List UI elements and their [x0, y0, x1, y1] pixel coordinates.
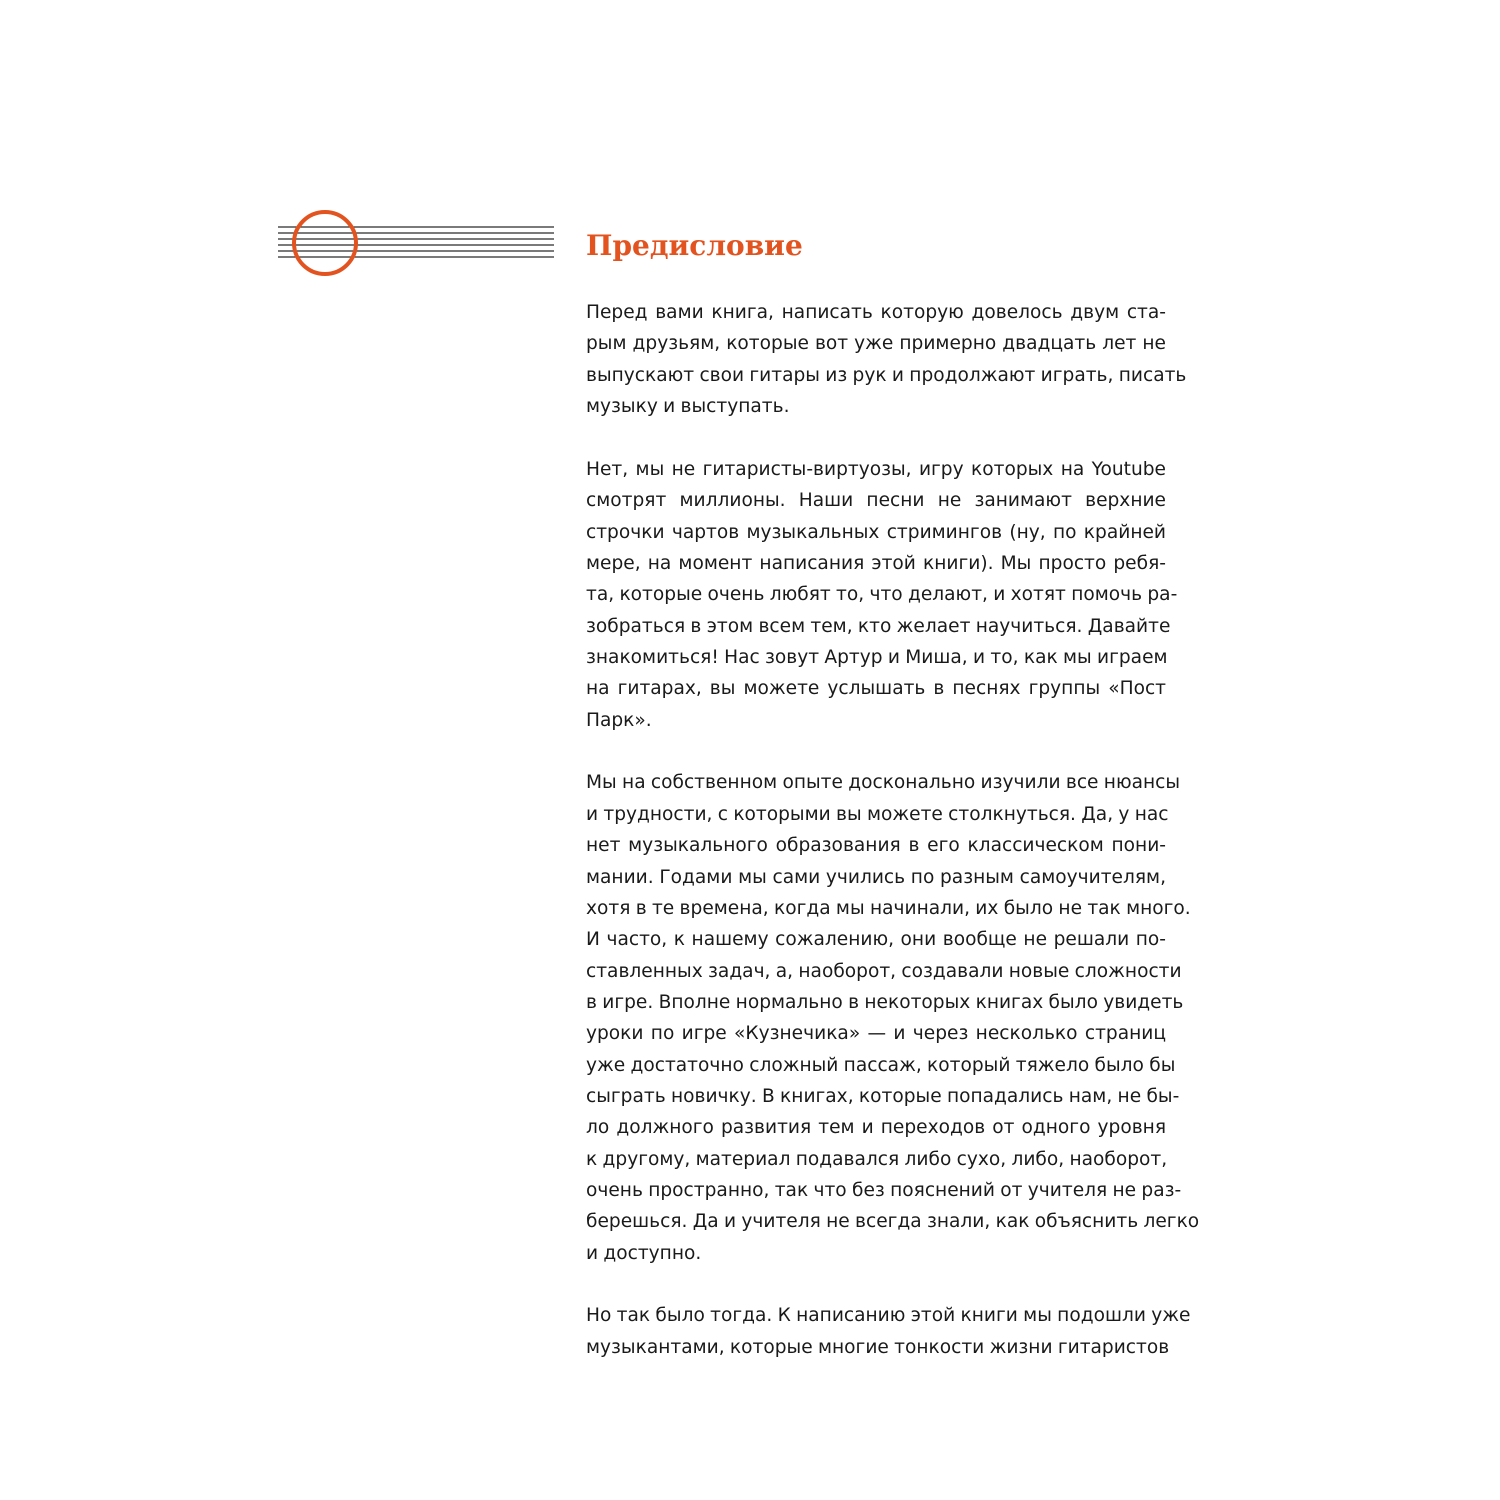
text-line: Нет, мы не гитаристы-виртуозы, игру которых на Youtube [586, 458, 1166, 480]
text-line: очень пространно, так что без пояснений от учителя не раз- [586, 1179, 1182, 1201]
page-title: Предисловие [586, 229, 803, 262]
paragraph [586, 297, 1187, 422]
text-line: мании. Годами мы сами учились по разным самоучителям, [586, 866, 1166, 888]
text-line: хотя в те времена, когда мы начинали, их было не так много. [586, 897, 1191, 919]
text-line: мере, на момент написания этой книги). Мы просто ребя- [586, 552, 1166, 574]
text-line: и трудности, с которыми вы можете столкнуться. Да, у нас [586, 803, 1169, 825]
text-line: сыграть новичку. В книгах, которые попадались нам, не бы- [586, 1085, 1180, 1107]
text-line: И часто, к нашему сожалению, они вообще не решали по- [586, 929, 1166, 951]
text-line: Но так было тогда. К написанию этой книги мы подошли уже [586, 1305, 1191, 1327]
text-line: ставленных задач, а, наоборот, создавали новые сложности [586, 960, 1182, 982]
text-line: смотрят миллионы. Наши песни не занимают верхние [586, 490, 1166, 512]
text-line: Парк». [586, 709, 652, 731]
text-line: уже достаточно сложный пассаж, который тяжело было бы [586, 1054, 1176, 1076]
text-line: к другому, материал подавался либо сухо, либо, наоборот, [586, 1148, 1168, 1170]
text-line: знакомиться! Нас зовут Артур и Миша, и то, как мы играем [586, 646, 1168, 668]
text-line: в игре. Вполне нормально в некоторых книгах было увидеть [586, 991, 1184, 1013]
text-line: зобраться в этом всем тем, кто желает научиться. Давайте [586, 615, 1171, 637]
guitar-emblem-icon [278, 207, 554, 279]
text-line: музыку и выступать. [586, 396, 790, 418]
text-line: Перед вами книга, написать которую довелось двум ста- [586, 302, 1166, 323]
text-line: та, которые очень любят то, что делают, и хотят помочь ра- [586, 584, 1178, 606]
text-line: выпускают свои гитары из рук и продолжают играть, писать [586, 364, 1187, 386]
text-line: ло должного развития тем и переходов от одного уровня [586, 1117, 1166, 1139]
text-line: берешься. Да и учителя не всегда знали, как объяснить легко [586, 1211, 1200, 1233]
text-line: и доступно. [586, 1242, 702, 1264]
text-line: на гитарах, вы можете услышать в песнях группы «Пост [586, 678, 1166, 700]
text-line: музыкантами, которые многие тонкости жизни гитаристов [586, 1336, 1170, 1358]
text-line: рым друзьям, которые вот уже примерно двадцать лет не [586, 333, 1166, 355]
text-line: нет музыкального образования в его классическом пони- [586, 835, 1166, 857]
paragraph [586, 454, 1178, 736]
paragraph [586, 767, 1200, 1269]
text-line: строчки чартов музыкальных стримингов (ну, по крайней [586, 521, 1166, 543]
text-line: Мы на собственном опыте досконально изучили все нюансы [586, 772, 1181, 794]
soundhole-circle [294, 212, 356, 274]
body-text [586, 297, 1200, 1395]
paragraph [586, 1300, 1191, 1363]
text-line: уроки по игре «Кузнечика» — и через несколько страниц [586, 1023, 1166, 1045]
